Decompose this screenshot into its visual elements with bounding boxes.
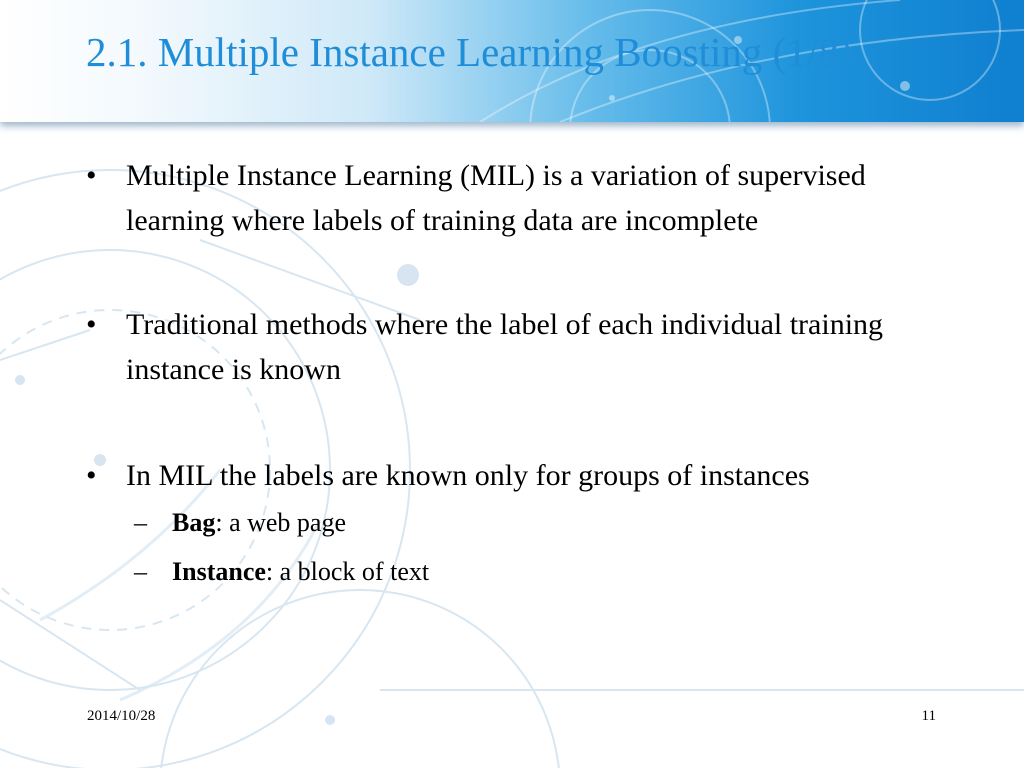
sub-bullet-term: Bag <box>172 508 216 537</box>
title-banner <box>0 0 1024 122</box>
bullet-marker: • <box>86 459 97 492</box>
sub-bullet-item <box>86 498 966 547</box>
page-number: 11 <box>921 708 936 724</box>
bullet-text: In MIL the labels are known only for groups of instances <box>126 459 810 492</box>
sub-bullet-marker: – <box>134 508 147 537</box>
sub-bullet-text: : a web page <box>215 508 347 537</box>
bullet-text: Multiple Instance Learning (MIL) is a variation of supervised learning where labels of training data are incomplete <box>126 159 866 237</box>
bullet-item <box>86 453 966 498</box>
slide-body <box>86 153 966 596</box>
sub-bullet-marker: – <box>134 557 147 586</box>
slide-title: 2.1. Multiple Instance Learning Boosting (1/8) <box>86 29 853 75</box>
bullet-item <box>86 302 966 392</box>
bullet-marker: • <box>86 159 97 192</box>
bullet-text: Traditional methods where the label of each individual training instance is known <box>126 308 884 386</box>
bullet-marker: • <box>86 308 97 341</box>
sub-bullet-term: Instance <box>172 557 266 586</box>
footer-date: 2014/10/28 <box>87 708 156 724</box>
bullet-item <box>86 153 966 243</box>
sub-bullet-text: : a block of text <box>265 557 430 586</box>
sub-bullet-item <box>86 547 966 596</box>
